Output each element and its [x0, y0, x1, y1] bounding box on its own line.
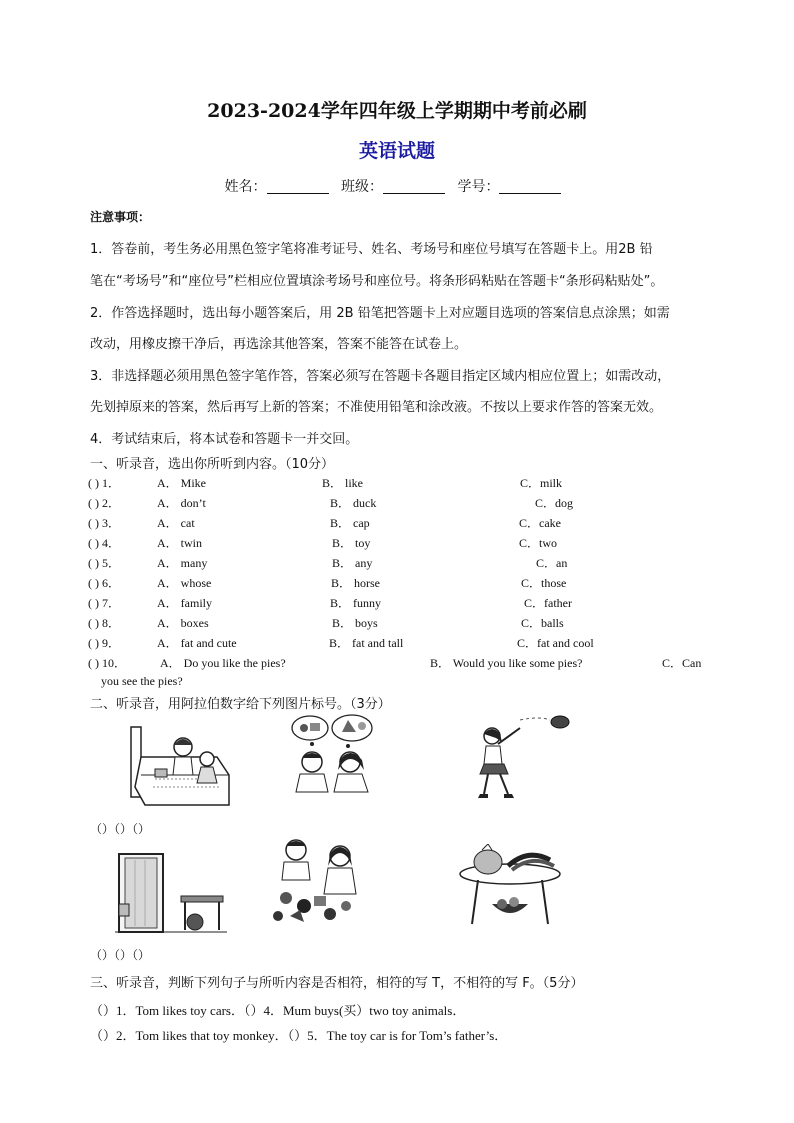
question-row [0, 534, 794, 550]
option-b: B． boys [332, 616, 378, 630]
question-row [0, 574, 794, 590]
name-blank[interactable] [267, 179, 329, 194]
question-number[interactable]: ( ) 9． [88, 636, 120, 650]
option-c: C．those [521, 576, 567, 590]
question-number[interactable]: ( ) 4． [88, 536, 120, 550]
section3-heading: 三、听录音，判断下列句子与所听内容是否相符，相符的写 T，不相符的写 F。（5分） [90, 976, 584, 991]
option-b: B． funny [330, 596, 382, 610]
question-number[interactable]: ( ) 6． [88, 576, 120, 590]
option-a: A． family [157, 596, 212, 610]
option-b: B． toy [332, 536, 371, 550]
question-number[interactable]: ( ) 3． [88, 516, 120, 530]
option-c: C．milk [520, 476, 563, 490]
judgement-line[interactable]: （）1．Tom likes toy cars．（）4．Mum buys(买）two toy animals． [90, 1003, 466, 1018]
option-c: C．cake [519, 516, 561, 530]
option-a: A． fat and cute [157, 636, 237, 650]
option-c: C．fat and cool [517, 636, 594, 650]
option-c: C．Can [662, 656, 702, 670]
option-a: A． twin [157, 536, 203, 550]
option-c: C．an [536, 556, 568, 570]
bed-children-picture [125, 717, 235, 812]
question-number[interactable]: ( ) 5． [88, 556, 120, 570]
name-label: 姓名： [224, 179, 267, 195]
option-a: A． don’t [157, 496, 206, 510]
option-b: B． cap [330, 516, 370, 530]
door-table-picture [115, 850, 227, 934]
option-c: C．balls [521, 616, 564, 630]
question-row [0, 614, 794, 630]
note-line: 先划掉原来的答案，然后再写上新的答案；不准使用铅笔和涂改液。不按以上要求作答的答案无效。 [90, 400, 663, 415]
notes-heading: 注意事项： [90, 210, 151, 224]
class-blank[interactable] [383, 179, 445, 194]
note-line: 4．考试结束后，将本试卷和答题卡一并交回。 [90, 432, 359, 447]
question-row [0, 474, 794, 490]
question-number[interactable]: ( ) 7． [88, 596, 120, 610]
student-info-line [0, 176, 794, 196]
children-toys-picture [270, 836, 366, 928]
question-number[interactable]: ( ) 8． [88, 616, 120, 630]
question-row [0, 554, 794, 570]
option-b: B． any [332, 556, 373, 570]
option-a: A． many [157, 556, 208, 570]
question-number[interactable]: ( ) 10． [88, 656, 126, 670]
note-line: 笔在“考场号”和“座位号”栏相应位置填涂考场号和座位号。将条形码粘贴在答题卡“条形码粘贴处”。 [90, 274, 664, 289]
section2-heading: 二、听录音，用阿拉伯数字给下列图片标号。（3分） [90, 697, 391, 712]
question-row [0, 654, 794, 670]
option-c: C．dog [535, 496, 574, 510]
note-line: 1．答卷前，考生务必用黑色签字笔将准考证号、姓名、考场号和座位号填写在答题卡上。用2B 铅 [90, 242, 653, 257]
exam-title: 2023-2024学年四年级上学期期中考前必刷 [207, 100, 587, 122]
question-number[interactable]: ( ) 1． [88, 476, 120, 490]
girl-throwing-picture [460, 710, 580, 802]
option-c: C．two [519, 536, 558, 550]
number-blank[interactable] [499, 179, 561, 194]
question-number[interactable]: ( ) 2． [88, 496, 120, 510]
children-thinking-picture [290, 714, 378, 794]
option-b: B． Would you like some pies? [430, 656, 583, 670]
question-row [0, 494, 794, 510]
class-label: 班级： [341, 179, 383, 195]
answer-parens-row1[interactable]: （）（）（） [90, 822, 151, 836]
fruit-table-picture [458, 844, 562, 926]
option-b: B． fat and tall [329, 636, 404, 650]
question-row [0, 514, 794, 530]
number-label: 学号： [457, 179, 500, 195]
option-a: A． boxes [157, 616, 209, 630]
note-line: 3．非选择题必须用黑色签字笔作答，答案必须写在答题卡各题目指定区域内相应位置上；如需改动， [90, 369, 671, 384]
option-b: B． horse [331, 576, 380, 590]
judgement-line[interactable]: （）2．Tom likes that toy monkey．（）5．The toy car is for Tom’s father’s． [90, 1028, 508, 1043]
exam-subtitle: 英语试题 [358, 140, 435, 162]
option-a: A． whose [157, 576, 212, 590]
note-line: 2．作答选择题时，选出每小题答案后，用 2B 铅笔把答题卡上对应题目选项的答案信息点涂黑；如需 [90, 306, 670, 321]
option-b: B． like [322, 476, 363, 490]
option-a: A． cat [157, 516, 195, 530]
option-a: A． Do you like the pies? [160, 656, 286, 670]
option-a: A． Mike [157, 476, 206, 490]
note-line: 改动，用橡皮擦干净后，再选涂其他答案，答案不能答在试卷上。 [90, 337, 468, 352]
answer-parens-row2[interactable]: （）（）（） [90, 948, 151, 962]
question-row [0, 594, 794, 610]
option-b: B． duck [330, 496, 377, 510]
question-continuation: you see the pies? [101, 674, 183, 688]
question-row [0, 634, 794, 650]
section1-heading: 一、听录音，选出你所听到内容。（10分） [90, 457, 335, 472]
option-c: C．father [524, 596, 572, 610]
